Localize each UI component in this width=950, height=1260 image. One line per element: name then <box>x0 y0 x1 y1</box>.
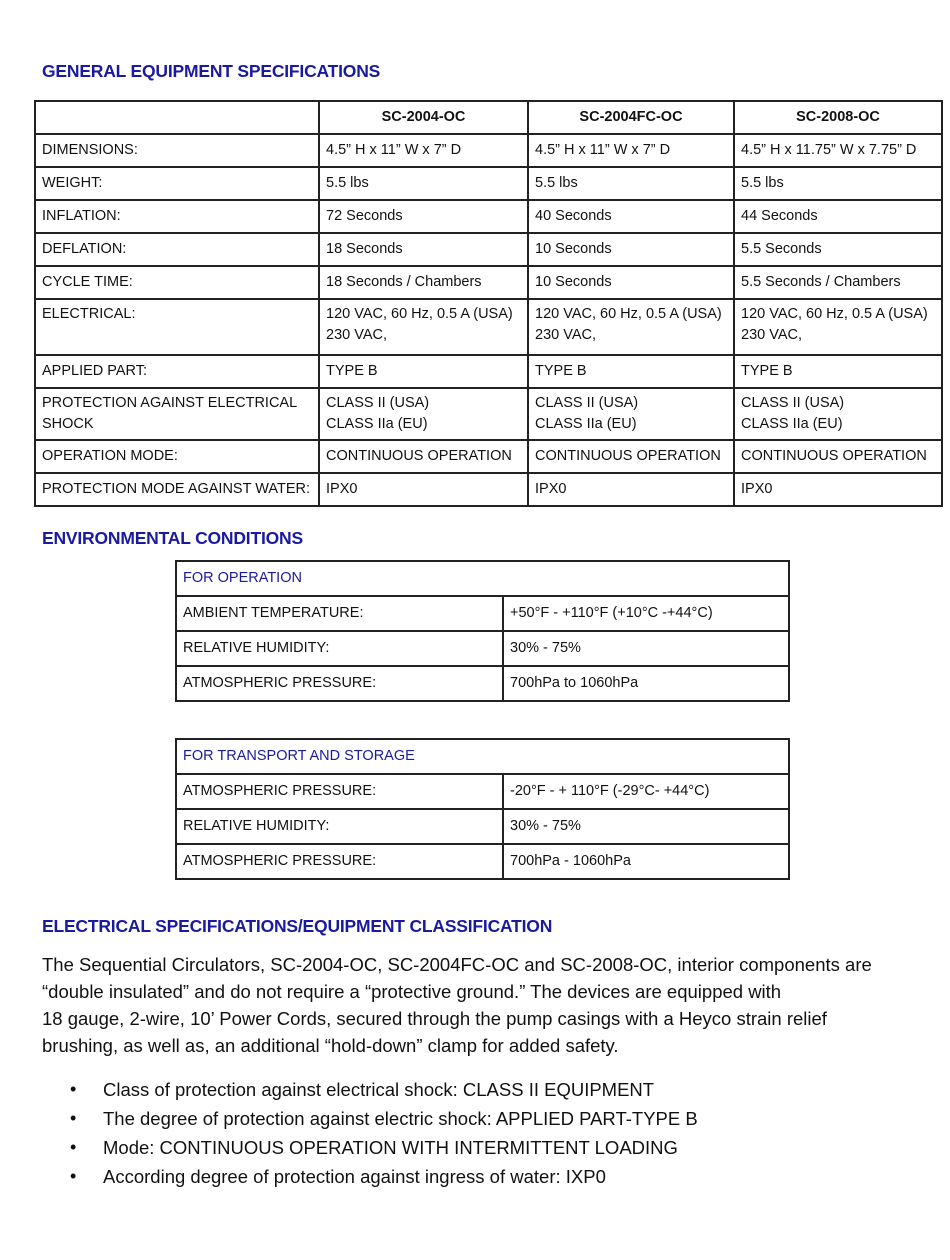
cell-line: CLASS IIa (EU) <box>741 416 843 432</box>
general-specs-table <box>34 100 943 507</box>
cell-line: 120 VAC, 60 Hz, 0.5 A (USA) <box>741 306 928 322</box>
cell-value <box>319 299 528 355</box>
cell-value: 5.5 lbs <box>734 167 942 200</box>
environmental-heading: ENVIRONMENTAL CONDITIONS <box>42 528 303 548</box>
list-item-text: Mode: CONTINUOUS OPERATION WITH INTERMITTENT LOADING <box>103 1137 678 1158</box>
electrical-paragraph <box>42 951 902 1059</box>
cell-line: SHOCK <box>42 416 94 432</box>
cell-value: TYPE B <box>734 355 942 388</box>
cell-value: CONTINUOUS OPERATION <box>734 440 942 473</box>
table-subheader: FOR OPERATION <box>176 561 789 596</box>
table-row <box>35 134 942 167</box>
table-row <box>35 473 942 506</box>
table-row <box>176 596 789 631</box>
row-label <box>35 388 319 440</box>
row-label: ATMOSPHERIC PRESSURE: <box>176 844 503 879</box>
cell-line: CLASS II (USA) <box>741 395 845 411</box>
paragraph-line: The Sequential Circulators, SC-2004-OC, SC-2004FC-OC and SC-2008-OC, interior components are <box>42 954 872 975</box>
cell-value: IPX0 <box>319 473 528 506</box>
paragraph-line: brushing, as well as, an additional “hold-down” clamp for added safety. <box>42 1035 619 1056</box>
table-row <box>176 631 789 666</box>
bullet-icon: • <box>70 1108 77 1128</box>
cell-line: CLASS IIa (EU) <box>535 416 637 432</box>
row-label: AMBIENT TEMPERATURE: <box>176 596 503 631</box>
table-row <box>35 233 942 266</box>
table-row <box>35 167 942 200</box>
table-row <box>35 388 942 440</box>
list-item-text: The degree of protection against electric shock: APPLIED PART-TYPE B <box>103 1108 698 1129</box>
electrical-heading: ELECTRICAL SPECIFICATIONS/EQUIPMENT CLASSIFICATION <box>42 916 553 936</box>
cell-value: 30% - 75% <box>503 631 789 666</box>
cell-value: 4.5” H x 11” W x 7” D <box>528 134 734 167</box>
bullet-icon: • <box>70 1137 77 1157</box>
row-label: RELATIVE HUMIDITY: <box>176 809 503 844</box>
cell-line: 120 VAC, 60 Hz, 0.5 A (USA) <box>326 306 513 322</box>
table-row <box>35 266 942 299</box>
bullet-icon: • <box>70 1079 77 1099</box>
cell-value <box>734 299 942 355</box>
cell-value <box>319 388 528 440</box>
table-row <box>176 774 789 809</box>
cell-value: 5.5 Seconds <box>734 233 942 266</box>
cell-value: 72 Seconds <box>319 200 528 233</box>
row-label: RELATIVE HUMIDITY: <box>176 631 503 666</box>
table-row <box>176 809 789 844</box>
cell-line: 230 VAC, <box>741 327 802 343</box>
list-item <box>42 1133 698 1162</box>
cell-value <box>734 388 942 440</box>
table-subheader-row <box>176 739 789 774</box>
table-subheader-row <box>176 561 789 596</box>
bullet-icon: • <box>70 1166 77 1186</box>
table-row <box>35 440 942 473</box>
cell-line: PROTECTION AGAINST ELECTRICAL <box>42 395 298 411</box>
cell-value: 5.5 lbs <box>319 167 528 200</box>
cell-value: 4.5” H x 11.75” W x 7.75” D <box>734 134 942 167</box>
cell-value: TYPE B <box>528 355 734 388</box>
cell-value: 44 Seconds <box>734 200 942 233</box>
table-row <box>35 355 942 388</box>
table-row <box>176 666 789 701</box>
row-label: CYCLE TIME: <box>35 266 319 299</box>
classification-list <box>42 1075 698 1191</box>
row-label: DEFLATION: <box>35 233 319 266</box>
cell-value: -20°F - + 110°F (-29°C- +44°C) <box>503 774 789 809</box>
cell-value: 5.5 Seconds / Chambers <box>734 266 942 299</box>
table-header-row <box>35 101 942 134</box>
cell-line: CLASS II (USA) <box>326 395 430 411</box>
row-label: ELECTRICAL: <box>35 299 319 355</box>
cell-value: +50°F - +110°F (+10°C -+44°C) <box>503 596 789 631</box>
cell-value: IPX0 <box>734 473 942 506</box>
row-label: ATMOSPHERIC PRESSURE: <box>176 666 503 701</box>
table-row <box>35 299 942 355</box>
cell-value: 700hPa - 1060hPa <box>503 844 789 879</box>
cell-value: TYPE B <box>319 355 528 388</box>
cell-value <box>528 388 734 440</box>
cell-line: 230 VAC, <box>326 327 387 343</box>
table-subheader: FOR TRANSPORT AND STORAGE <box>176 739 789 774</box>
list-item-text: According degree of protection against ingress of water: IXP0 <box>103 1166 606 1187</box>
cell-value: CONTINUOUS OPERATION <box>528 440 734 473</box>
list-item <box>42 1162 698 1191</box>
cell-value: 18 Seconds / Chambers <box>319 266 528 299</box>
cell-line: 230 VAC, <box>535 327 596 343</box>
row-label: OPERATION MODE: <box>35 440 319 473</box>
row-label: WEIGHT: <box>35 167 319 200</box>
cell-value: 700hPa to 1060hPa <box>503 666 789 701</box>
cell-value: 4.5” H x 11” W x 7” D <box>319 134 528 167</box>
table-row <box>35 200 942 233</box>
cell-line: CLASS IIa (EU) <box>326 416 428 432</box>
cell-line: 120 VAC, 60 Hz, 0.5 A (USA) <box>535 306 722 322</box>
table-row <box>176 844 789 879</box>
row-label: ATMOSPHERIC PRESSURE: <box>176 774 503 809</box>
cell-line: CLASS II (USA) <box>535 395 639 411</box>
cell-value: 40 Seconds <box>528 200 734 233</box>
header-cell-model: SC-2008-OC <box>734 101 942 134</box>
cell-value: CONTINUOUS OPERATION <box>319 440 528 473</box>
list-item <box>42 1104 698 1133</box>
cell-value <box>528 299 734 355</box>
cell-value: 18 Seconds <box>319 233 528 266</box>
transport-storage-table <box>175 738 790 880</box>
list-item-text: Class of protection against electrical shock: CLASS II EQUIPMENT <box>103 1079 655 1100</box>
header-cell-empty <box>35 101 319 134</box>
header-cell-model: SC-2004-OC <box>319 101 528 134</box>
general-specs-heading: GENERAL EQUIPMENT SPECIFICATIONS <box>42 61 381 81</box>
header-cell-model: SC-2004FC-OC <box>528 101 734 134</box>
row-label: INFLATION: <box>35 200 319 233</box>
cell-value: IPX0 <box>528 473 734 506</box>
cell-value: 10 Seconds <box>528 266 734 299</box>
paragraph-line: “double insulated” and do not require a “protective ground.” The devices are equipped with <box>42 981 782 1002</box>
row-label: APPLIED PART: <box>35 355 319 388</box>
row-label: PROTECTION MODE AGAINST WATER: <box>35 473 319 506</box>
operation-conditions-table <box>175 560 790 702</box>
cell-value: 5.5 lbs <box>528 167 734 200</box>
paragraph-line: 18 gauge, 2-wire, 10’ Power Cords, secured through the pump casings with a Heyco strain relief <box>42 1008 827 1029</box>
list-item <box>42 1075 698 1104</box>
row-label: DIMENSIONS: <box>35 134 319 167</box>
cell-value: 10 Seconds <box>528 233 734 266</box>
cell-value: 30% - 75% <box>503 809 789 844</box>
